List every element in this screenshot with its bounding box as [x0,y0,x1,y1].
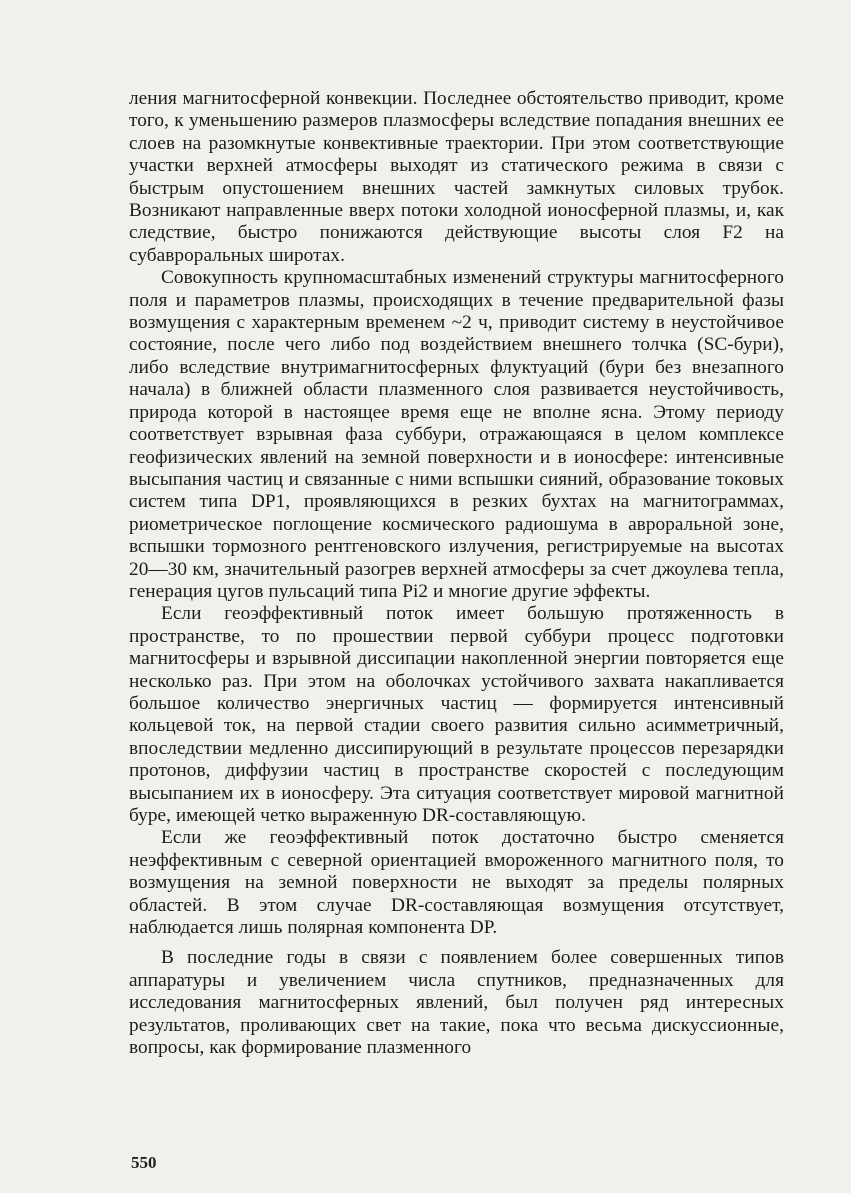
paragraph-preliminary-phase: Совокупность крупномасштабных изменений структуры магнитосферного поля и параметров плазмы, происходящих в течение предварительной фазы возмущения с характерным временем ~2 ч, приводит систему в неустойчивое состояние, после чего либо под воздействием внешнего толчка (SC-бури), либо вследствие внутримагнитосферных флуктуаций (бури без внезапного начала) в ближней области плазменного слоя развивается неустойчивость, природа которой в настоящее время еще не вполне ясна. Этому периоду соответствует взрывная фаза суббури, отражающаяся в целом комплексе геофизических явлений на земной поверхности и в ионосфере: интенсивные высыпания частиц и связанные с ними вспышки сияний, образование токовых систем типа DP1, проявляющихся в резких бухтах на магнитограммах, риометрическое поглощение космического радиошума в авроральной зоне, вспышки тормозного рентгеновского излучения, регистрируемые на высотах 20—30 км, значительный разогрев верхней атмосферы за счет джоулева тепла, генерация цугов пульсаций типа Pi2 и многие другие эффекты. [129,267,784,602]
paragraph-ring-current: Если геоэффективный поток имеет большую протяженность в пространстве, то по прошествии первой суббури процесс подготовки магнитосферы и взрывной диссипации накопленной энергии повторяется еще несколько раз. При этом на оболочках устойчивого захвата накапливается большое количество энергичных частиц — формируется интенсивный кольцевой ток, на первой стадии своего развития сильно асимметричный, впоследствии медленно диссипирующий в результате процессов перезарядки протонов, диффузии частиц в пространстве скоростей с последующим высыпанием их в ионосферу. Эта ситуация соответствует мировой магнитной буре, имеющей четко выраженную DR-составляющую. [129,603,784,826]
paragraph-recent-results: В последние годы в связи с появлением более совершенных типов аппаратуры и увеличением числа спутников, предназначенных для исследования магнитосферных явлений, был получен ряд интересных результатов, проливающих свет на такие, пока что весьма дискуссионные, вопросы, как формирование плазменного [129,947,784,1059]
body-text [129,88,784,1059]
page-number: 550 [131,1153,157,1172]
paragraph-continuation: ления магнитосферной конвекции. Последнее обстоятельство приводит, кроме того, к уменьшению размеров плазмосферы вследствие попадания внешних ее слоев на разомкнутые конвективные траектории. При этом соответствующие участки верхней атмосферы выходят из статического режима в связи с быстрым опустошением внешних частей замкнутых силовых трубок. Возникают направленные вверх потоки холодной ионосферной плазмы, и, как следствие, быстро понижаются действующие высоты слоя F2 на субавроральных широтах. [129,88,784,266]
paragraph-northern-orientation: Если же геоэффективный поток достаточно быстро сменяется неэффективным с северной ориентацией вмороженного магнитного поля, то возмущения на земной поверхности не выходят за пределы полярных областей. В этом случае DR-составляющая возмущения отсутствует, наблюдается лишь полярная компонента DP. [129,827,784,939]
